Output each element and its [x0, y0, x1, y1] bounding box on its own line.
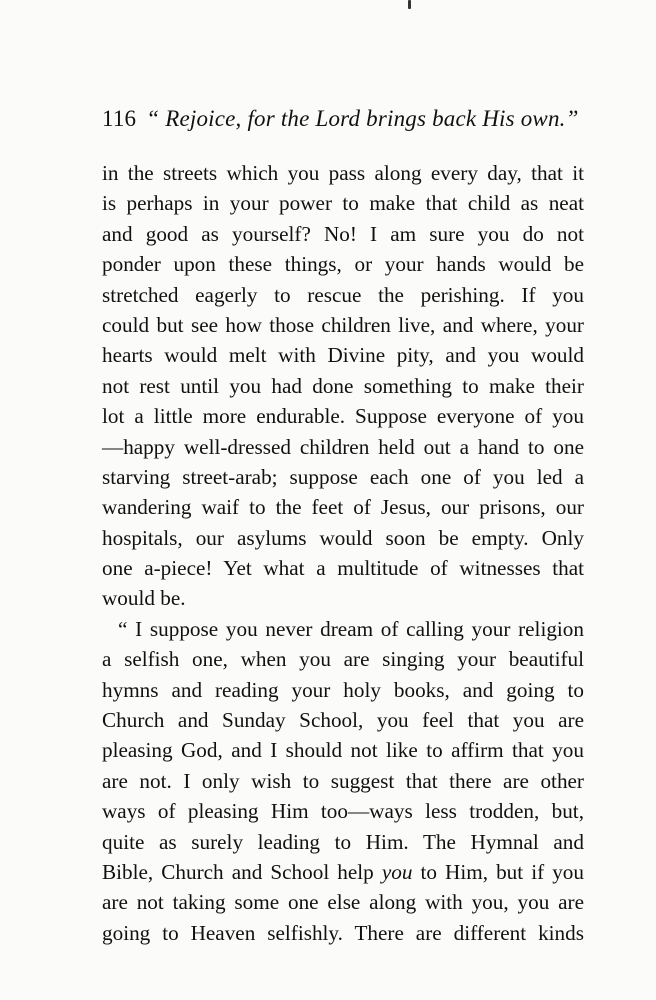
emphasized-word: you: [381, 859, 413, 884]
text-line: ways of pleasing Him too—ways less trodden, but,: [102, 799, 584, 824]
text-line: could but see how those children live, and where, your: [102, 312, 584, 337]
text-line: hymns and reading your holy books, and going to: [102, 677, 584, 702]
text-line: and good as yourself? No! I am sure you do not: [102, 221, 584, 246]
text-line-emphasis: [102, 857, 584, 887]
text-line: starving street-arab; suppose each one of you led a: [102, 464, 584, 489]
text-line: going to Heaven selfishly. There are different kinds: [102, 920, 584, 945]
running-header: [102, 106, 579, 132]
text-line: is perhaps in your power to make that child as neat: [102, 191, 584, 216]
text-line: are not. I only wish to suggest that there are other: [102, 768, 584, 793]
text-fragment: Bible, Church and School help: [102, 859, 382, 884]
text-line: not rest until you had done something to make their: [102, 373, 584, 398]
page-speck: [408, 0, 411, 9]
text-line: hearts would melt with Divine pity, and you would: [102, 343, 584, 368]
text-line: pleasing God, and I should not like to affirm that you: [102, 738, 584, 763]
text-line: are not taking some one else along with you, you are: [102, 890, 584, 915]
page-number: 116: [102, 106, 137, 131]
text-fragment: to Him, but if you: [412, 859, 584, 884]
text-line: ponder upon these things, or your hands would be: [102, 252, 584, 277]
text-line: would be.: [102, 586, 186, 611]
text-line: stretched eagerly to rescue the perishing. If you: [102, 282, 584, 307]
text-line: one a-piece! Yet what a multitude of witnesses that: [102, 556, 584, 581]
text-line: “ I suppose you never dream of calling your religion: [118, 616, 584, 641]
text-line: a selfish one, when you are singing your beautiful: [102, 647, 584, 672]
running-title: “ Rejoice, for the Lord brings back His own.”: [146, 106, 579, 131]
text-line: quite as surely leading to Him. The Hymnal and: [102, 829, 584, 854]
text-line: in the streets which you pass along every day, that it: [102, 161, 584, 185]
body-text: [102, 158, 584, 948]
text-line: Church and Sunday School, you feel that you are: [102, 708, 584, 733]
text-line: wandering waif to the feet of Jesus, our prisons, our: [102, 495, 584, 520]
text-line: lot a little more endurable. Suppose everyone of you: [102, 404, 584, 429]
text-line: hospitals, our asylums would soon be empty. Only: [102, 525, 584, 550]
text-line: —happy well-dressed children held out a hand to one: [102, 434, 584, 459]
